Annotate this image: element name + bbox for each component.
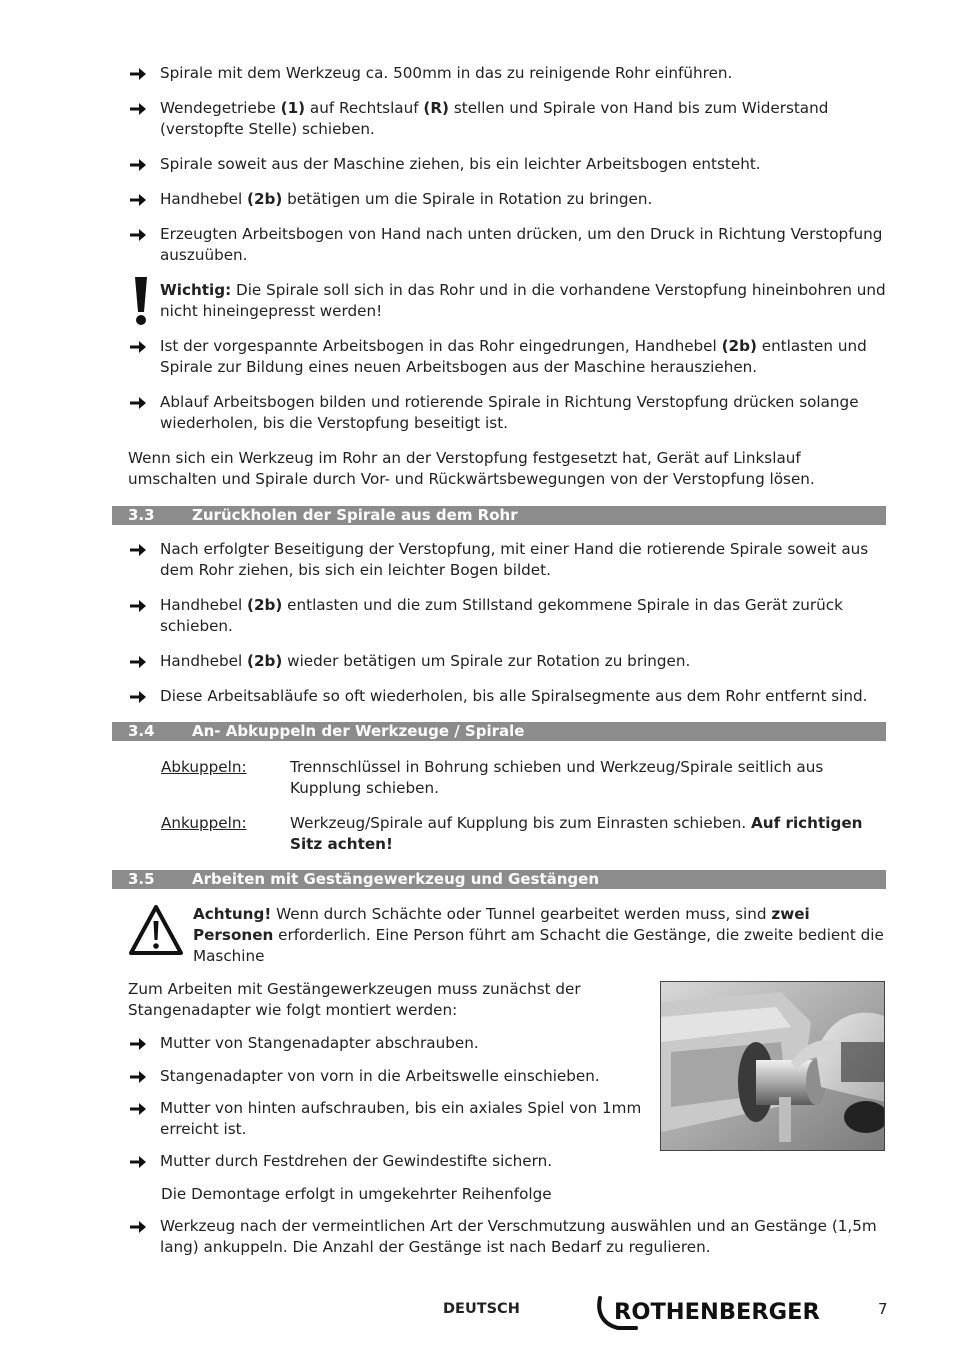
exclamation-icon	[128, 276, 154, 326]
list-item	[128, 1216, 886, 1258]
caution-text: erforderlich. Eine Person führt am Schacht die Gestänge, die zweite bedient die Maschine	[193, 926, 884, 965]
caution-note	[193, 904, 886, 967]
caution-text: Wenn durch Schächte oder Tunnel gearbeitet werden muss, sind	[271, 905, 772, 923]
definition-label: Ankuppeln:	[161, 814, 247, 832]
arrow-right-icon	[128, 687, 148, 707]
arrow-right-icon	[128, 1152, 148, 1172]
section-header-3-4	[112, 722, 886, 741]
list-item-text: Spirale soweit aus der Maschine ziehen, bis ein leichter Arbeitsbogen entsteht.	[160, 155, 761, 173]
warning-triangle-icon	[128, 904, 184, 956]
page-number: 7	[878, 1300, 888, 1318]
photo-illustration	[661, 982, 885, 1151]
section-number: 3.4	[128, 722, 155, 740]
section-title: An- Abkuppeln der Werkzeuge / Spirale	[192, 722, 525, 740]
arrow-right-icon	[128, 225, 148, 245]
arrow-right-icon	[128, 190, 148, 210]
definition-text	[290, 757, 886, 799]
arrow-right-icon	[128, 155, 148, 175]
adapter-photo	[660, 981, 885, 1151]
list-item	[128, 392, 886, 434]
section-header-3-3	[112, 506, 886, 525]
important-label: Wichtig:	[160, 281, 232, 299]
list-item	[128, 1033, 658, 1054]
logo-text: ROTHENBERGER	[614, 1299, 820, 1325]
arrow-right-icon	[128, 1217, 148, 1237]
arrow-right-icon	[128, 540, 148, 560]
list-item	[128, 595, 886, 637]
list-item	[128, 154, 886, 175]
list-item	[128, 1066, 658, 1087]
list-item-text: stellen und Spirale von Hand bis zum Widerstand (verstopfte Stelle) schieben.	[160, 99, 829, 138]
definition-emphasis: Auf richtigen Sitz achten!	[290, 814, 863, 853]
definition-text	[290, 813, 886, 855]
arrow-right-icon	[128, 393, 148, 413]
list-item-text: Wendegetriebe	[160, 99, 281, 117]
list-item-text: Spirale mit dem Werkzeug ca. 500mm in das zu reinigende Rohr einführen.	[160, 64, 733, 82]
reference-number: (2b)	[247, 190, 283, 208]
paragraph: Zum Arbeiten mit Gestängewerkzeugen muss zunächst der Stangenadapter wie folgt montiert werden:	[128, 980, 581, 1019]
paragraph: Wenn sich ein Werkzeug im Rohr an der Verstopfung festgesetzt hat, Gerät auf Linkslauf umschalten und Spirale durch Vor- und Rückwärtsbewegungen von der Verstopfung lösen.	[128, 449, 815, 488]
arrow-right-icon	[128, 64, 148, 84]
list-item-text: Ablauf Arbeitsbogen bilden und rotierende Spirale in Richtung Verstopfung drücken solange wiederholen, bis die Verstopfung beseitigt ist.	[160, 393, 859, 432]
list-item-text: Erzeugten Arbeitsbogen von Hand nach unten drücken, um den Druck in Richtung Verstopfung auszuüben.	[160, 225, 883, 264]
arrow-right-icon	[128, 337, 148, 357]
section-number: 3.3	[128, 506, 155, 524]
list-item-text: wieder betätigen um Spirale zur Rotation zu bringen.	[282, 652, 691, 670]
list-item-text: betätigen um die Spirale in Rotation zu bringen.	[282, 190, 653, 208]
rothenberger-logo	[596, 1292, 836, 1332]
section-title: Zurückholen der Spirale aus dem Rohr	[192, 506, 518, 524]
arrow-right-icon	[128, 1034, 148, 1054]
footer-language: DEUTSCH	[443, 1301, 520, 1317]
list-item	[128, 539, 886, 581]
list-item	[128, 686, 886, 707]
list-item	[128, 98, 886, 140]
list-item-text: Mutter von hinten aufschrauben, bis ein axiales Spiel von 1mm erreicht ist.	[160, 1099, 642, 1138]
list-item-text: Diese Arbeitsabläufe so oft wiederholen, bis alle Spiralsegmente aus dem Rohr entfernt sind.	[160, 687, 868, 705]
important-text: Die Spirale soll sich in das Rohr und in die vorhandene Verstopfung hineinbohren und nicht hineingepresst werden!	[160, 281, 886, 320]
arrow-right-icon	[128, 596, 148, 616]
arrow-right-icon	[128, 652, 148, 672]
list-item	[128, 1151, 658, 1172]
list-item-text: auf Rechtslauf	[305, 99, 424, 117]
section-header-3-5	[112, 870, 886, 889]
list-item-text: Ist der vorgespannte Arbeitsbogen in das Rohr eingedrungen, Handhebel	[160, 337, 722, 355]
list-item-text: entlasten und die zum Stillstand gekommene Spirale in das Gerät zurück schieben.	[160, 596, 843, 635]
list-item-text: Werkzeug nach der vermeintlichen Art der Verschmutzung auswählen und an Gestänge (1,5m lang) ankuppeln. Die Anzahl der Gestänge ist nach Bedarf zu regulieren.	[160, 1217, 877, 1256]
list-item	[128, 1098, 652, 1140]
list-item-text: Handhebel	[160, 652, 247, 670]
definition-text-part: Werkzeug/Spirale auf Kupplung bis zum Einrasten schieben.	[290, 814, 752, 832]
section-title: Arbeiten mit Gestängewerkzeug und Gestängen	[192, 870, 599, 888]
arrow-right-icon	[128, 99, 148, 119]
reference-number: (2b)	[721, 337, 757, 355]
definition-label: Abkuppeln:	[161, 758, 247, 776]
caution-label: Achtung!	[193, 905, 272, 923]
important-note	[160, 280, 886, 322]
list-item-text: Mutter von Stangenadapter abschrauben.	[160, 1034, 479, 1052]
list-item-text: Stangenadapter von vorn in die Arbeitswelle einschieben.	[160, 1067, 600, 1085]
caution-emphasis: zwei Personen	[193, 905, 810, 944]
list-item-text: entlasten und Spirale zur Bildung eines neuen Arbeitsbogen aus der Maschine herausziehen.	[160, 337, 867, 376]
reference-number: (1)	[280, 99, 306, 117]
paragraph: Die Demontage erfolgt in umgekehrter Reihenfolge	[161, 1185, 552, 1203]
arrow-right-icon	[128, 1067, 148, 1087]
reference-number: (2b)	[247, 652, 283, 670]
list-item-text: Nach erfolgter Beseitigung der Verstopfung, mit einer Hand die rotierende Spirale soweit aus dem Rohr ziehen, bis sich ein leichter Bogen bildet.	[160, 540, 869, 579]
list-item	[128, 63, 886, 84]
list-item-text: Handhebel	[160, 190, 247, 208]
section-number: 3.5	[128, 870, 155, 888]
list-item	[128, 336, 886, 378]
list-item	[128, 189, 886, 210]
list-item-text: Handhebel	[160, 596, 247, 614]
arrow-right-icon	[128, 1099, 148, 1119]
list-item	[128, 651, 886, 672]
reference-number: (2b)	[247, 596, 283, 614]
reference-number: (R)	[423, 99, 449, 117]
list-item	[128, 224, 886, 266]
definition-text-part: Trennschlüssel in Bohrung schieben und Werkzeug/Spirale seitlich aus Kupplung schieben.	[290, 758, 824, 797]
list-item-text: Mutter durch Festdrehen der Gewindestifte sichern.	[160, 1152, 553, 1170]
